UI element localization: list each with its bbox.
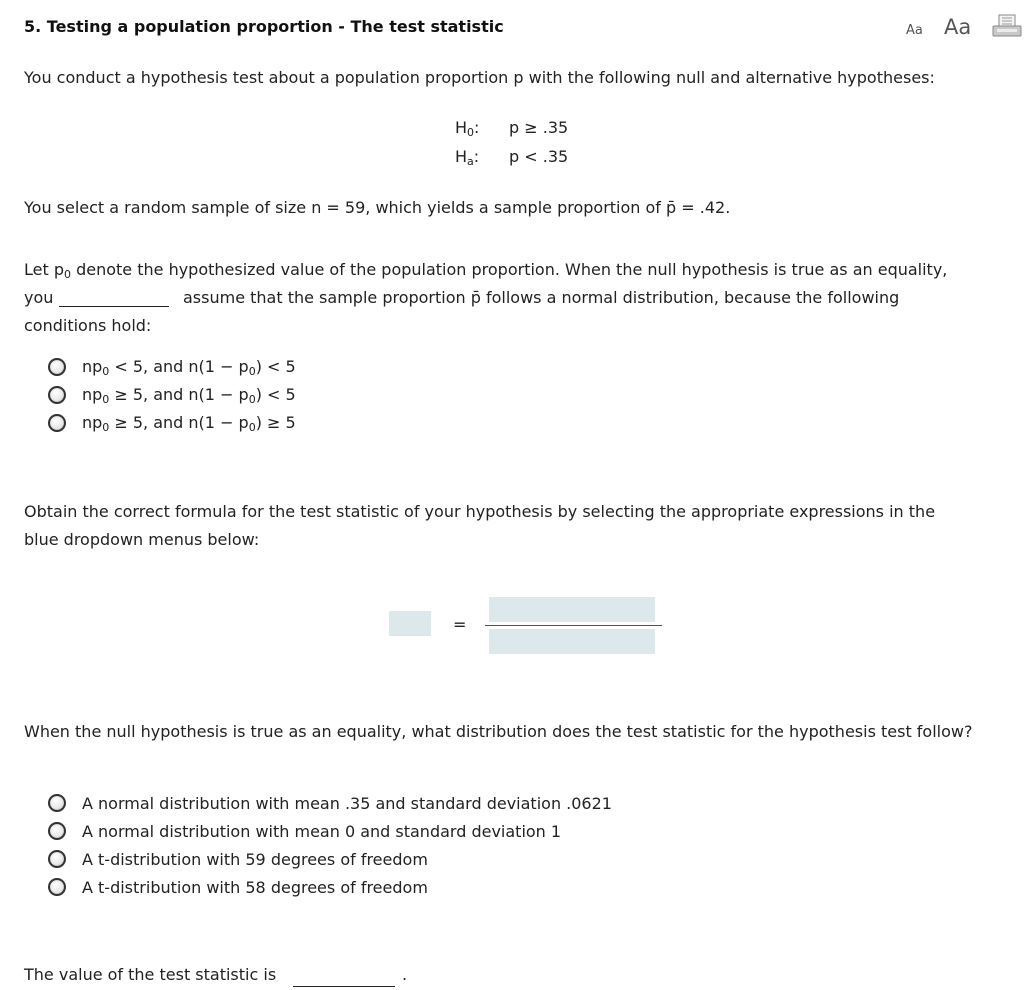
radio-button[interactable] [48, 386, 66, 404]
radio-button[interactable] [48, 414, 66, 432]
section2-line2: blue dropdown menus below: [24, 530, 260, 549]
print-icon[interactable] [992, 14, 1022, 38]
test-statistic-dropdown[interactable] [389, 611, 431, 636]
distribution-option-label: A normal distribution with mean 0 and standard deviation 1 [82, 821, 562, 841]
fraction-bar [485, 625, 662, 626]
test-statistic-value-blank[interactable] [293, 968, 395, 987]
intro-text: You conduct a hypothesis test about a population proportion p with the following null and alternative hypotheses: [24, 68, 935, 87]
decrease-font-button[interactable]: Aa [906, 23, 923, 38]
radio-button[interactable] [48, 850, 66, 868]
distribution-option-label: A t-distribution with 58 degrees of freedom [82, 877, 428, 897]
null-hypothesis-label: $H_0$: [455, 118, 480, 139]
alt-hypothesis-label: $H_a$: [455, 147, 480, 168]
condition-option-label: $np_0 \ge 5$, and $n(1 - p_0) \ge 5$ [82, 412, 296, 434]
distribution-option-1[interactable] [48, 792, 612, 814]
condition-option-2[interactable] [48, 384, 296, 406]
sample-text: You select a random sample of size n = 59, which yields a sample proportion of p̄ = .42. [24, 198, 731, 217]
page-title: 5. Testing a population proportion - The test statistic [24, 17, 504, 36]
radio-button[interactable] [48, 358, 66, 376]
section1-line2-start: you [24, 288, 54, 307]
radio-button[interactable] [48, 822, 66, 840]
alt-hypothesis-expression: p < .35 [509, 147, 569, 166]
section1-line3: conditions hold: [24, 316, 152, 335]
radio-button[interactable] [48, 878, 66, 896]
period: . [402, 965, 408, 984]
denominator-dropdown[interactable] [489, 629, 655, 654]
distribution-option-label: A t-distribution with 59 degrees of freedom [82, 849, 428, 869]
section2-line1: Obtain the correct formula for the test statistic of your hypothesis by selecting the appropriate expressions in the [24, 502, 936, 521]
condition-option-label: $np_0 < 5$, and $n(1 - p_0) < 5$ [82, 356, 296, 378]
radio-button[interactable] [48, 794, 66, 812]
condition-option-3[interactable] [48, 412, 296, 434]
distribution-question: When the null hypothesis is true as an equality, what distribution does the test statistic for the hypothesis test follow? [24, 722, 973, 741]
distribution-option-2[interactable] [48, 820, 561, 842]
increase-font-button[interactable]: Aa [944, 15, 972, 39]
distribution-option-4[interactable] [48, 876, 428, 898]
section1-line2-end: assume that the sample proportion p̄ follows a normal distribution, because the following [183, 288, 900, 307]
equals-sign: = [453, 615, 467, 634]
condition-option-label: $np_0 \ge 5$, and $n(1 - p_0) < 5$ [82, 384, 296, 406]
can-cannot-blank[interactable] [59, 288, 169, 307]
section1-line1: Let $p_0$ denote the hypothesized value of the population proportion. When the null hypothesis is true as an equality, [24, 260, 948, 281]
distribution-option-3[interactable] [48, 848, 428, 870]
null-hypothesis-expression: p ≥ .35 [509, 118, 569, 137]
numerator-dropdown[interactable] [489, 597, 655, 622]
condition-option-1[interactable] [48, 356, 296, 378]
distribution-option-label: A normal distribution with mean .35 and standard deviation .0621 [82, 793, 612, 813]
test-statistic-value-text: The value of the test statistic is [24, 965, 277, 984]
